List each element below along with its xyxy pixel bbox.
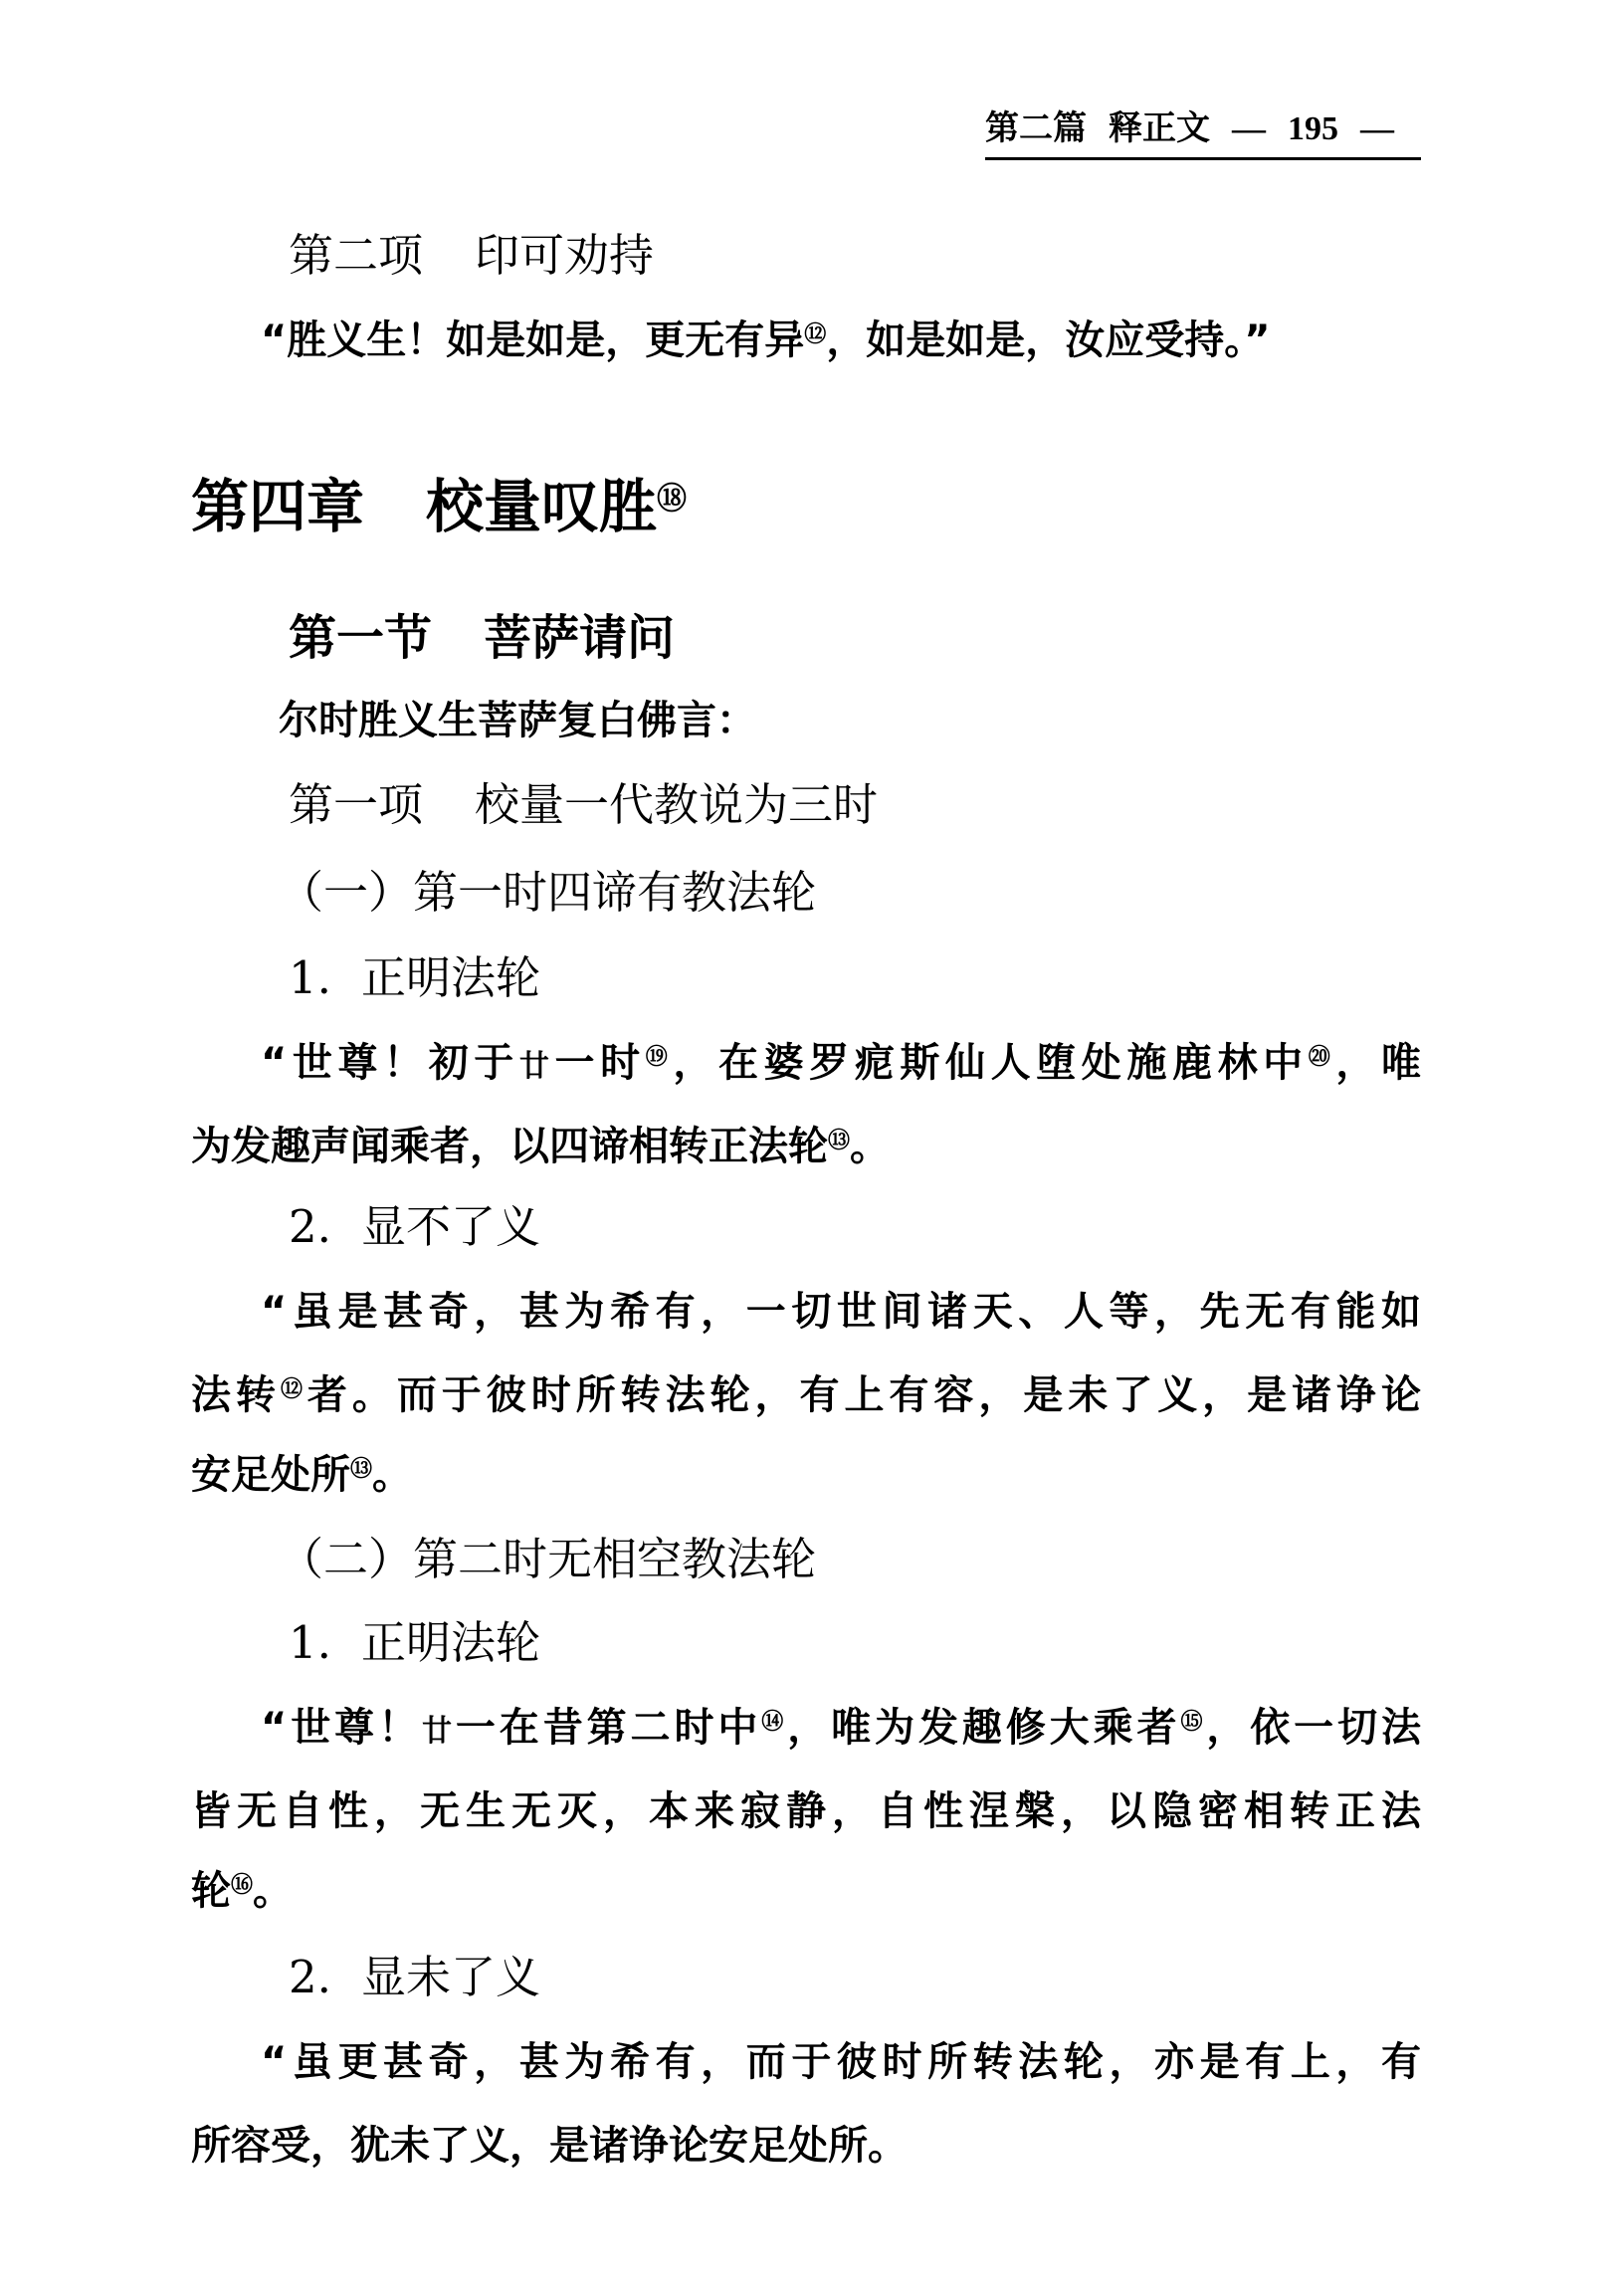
header-dash-right: —: [1360, 110, 1394, 147]
quote-3-line-1: [261, 1696, 1421, 1753]
quote-4-line-1: “虽更甚奇，甚为希有，而于彼时所转法轮，亦是有上，有: [261, 2039, 1421, 2085]
quote-text: 一在昔第二时中: [455, 1705, 762, 1751]
quote-1-line-2: [191, 1115, 890, 1171]
item-heading-1: [289, 768, 878, 833]
sub-title: 第二时无相空教法轮: [413, 1533, 817, 1585]
item-heading-yinke: [289, 219, 654, 284]
header-part: 第二篇: [985, 110, 1087, 147]
quote-text: 一时: [554, 1040, 646, 1086]
footnote-marker: ⑲: [645, 1045, 674, 1070]
point-title: 正明法轮: [360, 1616, 540, 1669]
quote-text: 者。而于彼时所转法轮，有上有容，是未了义，是诸诤论: [306, 1372, 1422, 1418]
point-label: 2.: [289, 1951, 331, 2003]
subheading-1: [279, 856, 816, 921]
quote-3-line-3: [191, 1859, 293, 1916]
item-label: 第一项: [289, 778, 424, 831]
intro-text: 尔时胜义生菩萨复白佛言：: [279, 698, 756, 743]
quote-text: 廿: [518, 1049, 555, 1084]
item-title: 校量一代教说为三时: [475, 778, 879, 831]
sub-label: （二）: [279, 1533, 414, 1585]
item-label: 第二项: [289, 229, 424, 282]
quote-2-line-2: [191, 1363, 1421, 1420]
footnote-marker: ⑫: [280, 1377, 307, 1402]
quote-4-line-2: 所容受，犹未了义，是诸诤论安足处所。: [191, 2123, 908, 2169]
quote-text: 轮: [191, 1868, 231, 1914]
point-heading-1-2: [289, 1190, 540, 1255]
header-title: 释正文: [1109, 110, 1210, 147]
sub-label: （一）: [279, 866, 414, 919]
quote-2-line-3: [191, 1443, 412, 1500]
point-title: 显未了义: [360, 1951, 540, 2003]
point-title: 显不了义: [360, 1200, 540, 1253]
section-title: 菩萨请问: [484, 610, 676, 666]
footnote-marker: ⑳: [1308, 1045, 1336, 1070]
section-label: 第一节: [289, 610, 433, 666]
footnote-marker: ⑭: [761, 1710, 788, 1735]
quote-text: 。: [253, 1868, 294, 1914]
quote-text: “世尊！: [261, 1705, 422, 1751]
point-label: 1.: [289, 951, 331, 1004]
quote-2-line-1: “虽是甚奇，甚为希有，一切世间诸天、人等，先无有能如: [261, 1289, 1421, 1335]
footnote-marker: ⑯: [231, 1873, 254, 1898]
quote-text: 。: [850, 1124, 891, 1169]
point-label: 1.: [289, 1616, 331, 1669]
footnote-marker: ⑬: [350, 1457, 373, 1482]
chapter-title: 校量叹胜: [426, 473, 658, 540]
quote-1-line-1: [261, 1031, 1421, 1088]
quote-text: 。: [372, 1452, 413, 1498]
point-heading-1-1: [289, 941, 540, 1006]
quote-yinke: [261, 309, 1271, 365]
sub-title: 第一时四谛有教法轮: [413, 866, 817, 919]
section-heading: [289, 599, 675, 668]
quote-text: “胜义生！如是如是，更无有异: [261, 317, 805, 363]
quote-text: 为发趣声闻乘者，以四谛相转正法轮: [191, 1124, 828, 1169]
quote-3-line-2: 皆无自性，无生无灭，本来寂静，自性涅槃，以隐密相转正法: [191, 1788, 1421, 1834]
quote-text: 安足处所: [191, 1452, 350, 1498]
quote-text: 廿: [421, 1714, 456, 1749]
quote-text: ，如是如是，汝应受持。”: [826, 317, 1271, 363]
chapter-heading: [191, 460, 687, 543]
quote-text: “世尊！初于: [261, 1040, 519, 1086]
footnote-marker: ⑱: [657, 482, 688, 517]
point-title: 正明法轮: [360, 951, 540, 1004]
footnote-marker: ⑬: [828, 1129, 851, 1153]
point-heading-2-2: [289, 1941, 540, 2005]
quote-text: ，依一切法: [1206, 1705, 1422, 1751]
quote-text: ，唯: [1335, 1040, 1422, 1086]
footnote-marker: ⑫: [804, 322, 827, 347]
quote-text: 法转: [191, 1372, 281, 1418]
chapter-label: 第四章: [191, 473, 365, 540]
subheading-2: [279, 1523, 816, 1587]
point-label: 2.: [289, 1200, 331, 1253]
footnote-marker: ⑮: [1180, 1710, 1207, 1735]
quote-text: ，唯为发趣修大乘者: [787, 1705, 1181, 1751]
page-number: 195: [1288, 110, 1338, 147]
header-dash-left: —: [1232, 110, 1266, 147]
item-title: 印可劝持: [475, 229, 655, 282]
quote-text: ，在婆罗痆斯仙人堕处施鹿林中: [673, 1040, 1309, 1086]
running-header: [985, 109, 1421, 160]
point-heading-2-1: [289, 1606, 540, 1671]
